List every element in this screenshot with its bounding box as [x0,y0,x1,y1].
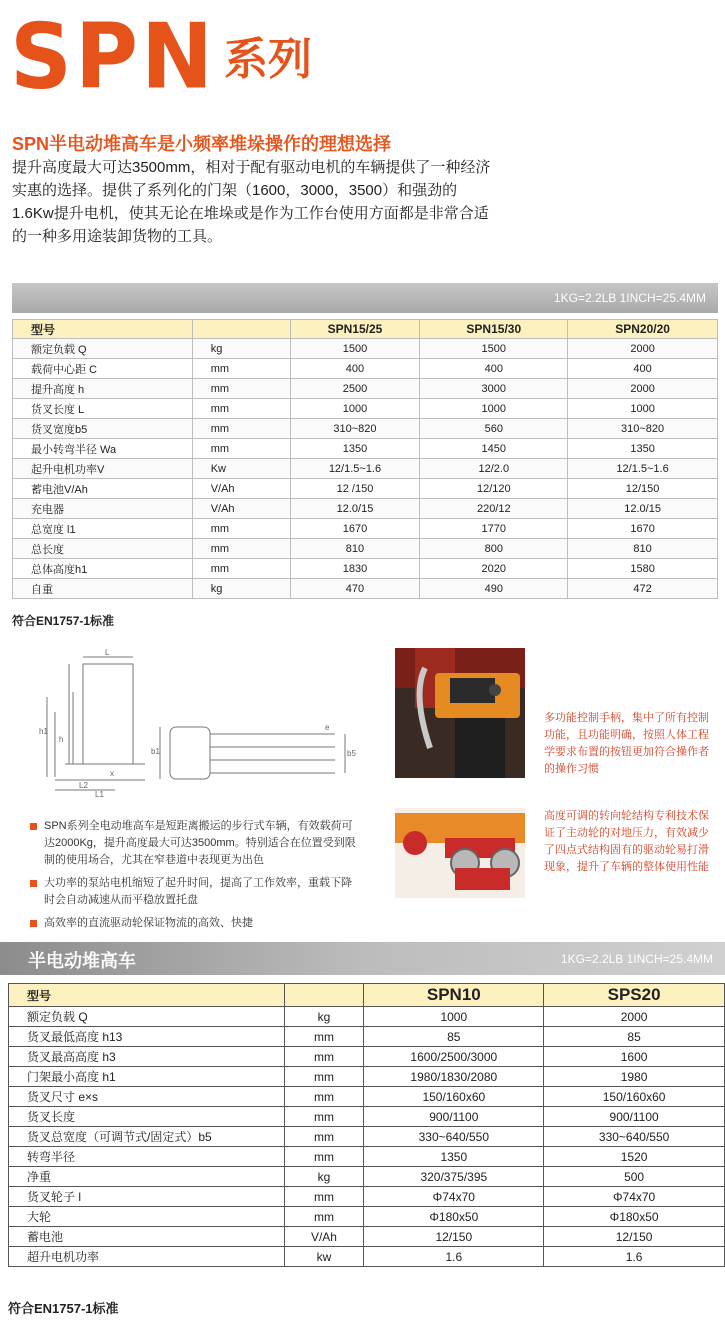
spec-value: 320/375/395 [364,1167,544,1187]
unit-header [192,320,290,339]
spec-label: 货叉尺寸 e×s [9,1087,285,1107]
spec-label: 转弯半径 [9,1147,285,1167]
spec-value: Φ180x50 [364,1207,544,1227]
spec-label: 门架最小高度 h1 [9,1067,285,1087]
spec-unit: kg [284,1167,364,1187]
units-note-2: 1KG=2.2LB 1INCH=25.4MM [560,952,713,966]
spec-unit: kw [284,1247,364,1267]
spec-value: 900/1100 [544,1107,725,1127]
spec-label: 提升高度 h [13,379,193,399]
table-row [13,379,718,399]
table-row [9,1147,725,1167]
spec-value: 900/1100 [364,1107,544,1127]
spec-unit: mm [192,399,290,419]
steering-wheel-photo [395,808,525,898]
spec-value: 1980/1830/2080 [364,1067,544,1087]
spec-value: 12/120 [420,479,568,499]
series-code: SPN [10,4,216,110]
spec-value: 2000 [568,339,718,359]
spec-label: 货叉宽度b5 [13,419,193,439]
spec-unit: mm [284,1067,364,1087]
section-title: 半电动堆高车 [28,951,136,971]
table-row [9,1247,725,1267]
unit-header [284,984,364,1007]
model-name: SPN15/25 [290,320,420,339]
series-label: 系列 [223,34,312,85]
table-row [13,539,718,559]
bullet-square-icon [30,920,37,927]
spec-unit: kg [192,339,290,359]
table-row [9,1007,725,1027]
spec-value: 330~640/550 [364,1127,544,1147]
spec-value: 2500 [290,379,420,399]
spec-unit: kg [192,579,290,599]
spec-value: 2000 [544,1007,725,1027]
spec-value: 400 [290,359,420,379]
spec-label: 货叉最低高度 h13 [9,1027,285,1047]
spec-value: 12/150 [364,1227,544,1247]
spec-value: 1000 [364,1007,544,1027]
spec-value: 1350 [364,1147,544,1167]
spec-value: 3000 [420,379,568,399]
spec-value: 1000 [568,399,718,419]
feature-item [30,875,360,909]
spec-label: 额定负载 Q [9,1007,285,1027]
spec-label: 货叉最高高度 h3 [9,1047,285,1067]
spec-value: 1500 [420,339,568,359]
spec-table-1-header-bar [12,283,718,313]
table-row [13,359,718,379]
table-row [9,1167,725,1187]
units-note-1: 1KG=2.2LB 1INCH=25.4MM [553,291,706,305]
spec-value: 12/1.5~1.6 [568,459,718,479]
spec-value: 2000 [568,379,718,399]
spec-unit: mm [284,1027,364,1047]
table-row [13,459,718,479]
spec-value: 810 [290,539,420,559]
spec-value: 1450 [420,439,568,459]
spec-unit: mm [284,1187,364,1207]
spec-unit: mm [192,419,290,439]
spec-value: 400 [568,359,718,379]
caption-steering-wheel: 高度可调的转向轮结构专利技术保证了主动轮的对地压力，有效减少了四点式结构固有的驱动轮易打滑现象，提升了车辆的整体使用性能 [544,810,709,873]
spec-value: 800 [420,539,568,559]
spec-label: 自重 [13,579,193,599]
spec-value: 12/150 [568,479,718,499]
feature-list [30,818,360,938]
spec-value: 1500 [290,339,420,359]
feature-text: SPN系列全电动堆高车是短距离搬运的步行式车辆，有效载荷可达2000Kg，提升高度最大可达3500mm。特别适合在位置受到限制的使用场合，尤其在窄巷道中表现更为出色 [44,820,356,866]
spec-table-2-header-bar [0,942,725,975]
spec-unit: mm [192,519,290,539]
table-row [9,1047,725,1067]
spec-unit: mm [284,1047,364,1067]
spec-label: 蓄电池 [9,1227,285,1247]
spec-unit: mm [284,1147,364,1167]
spec-value: 150/160x60 [364,1087,544,1107]
spec-value: 12 /150 [290,479,420,499]
table-row [9,1187,725,1207]
diagram-label: L1 [95,790,104,799]
spec-value: 470 [290,579,420,599]
spec-value: 560 [420,419,568,439]
spec-value: Φ180x50 [544,1207,725,1227]
spec-label: 超升电机功率 [9,1247,285,1267]
table-row [9,1127,725,1147]
spec-unit: mm [192,559,290,579]
spec-table-2 [8,983,725,1267]
table-row [13,579,718,599]
spec-value: 220/12 [420,499,568,519]
table-row [13,499,718,519]
table-row [13,439,718,459]
table-row [13,559,718,579]
spec-value: 1980 [544,1067,725,1087]
spec-value: 1600/2500/3000 [364,1047,544,1067]
spec-value: 85 [364,1027,544,1047]
spec-value: 1.6 [364,1247,544,1267]
table-row [9,1207,725,1227]
dimension-diagram [35,648,356,799]
spec-value: 1350 [290,439,420,459]
spec-value: 1350 [568,439,718,459]
spec-label: 充电器 [13,499,193,519]
spec-value: 1520 [544,1147,725,1167]
table-header-row [9,984,725,1007]
series-logo [10,4,312,110]
spec-unit: mm [284,1127,364,1147]
table-row [9,1107,725,1127]
spec-unit: kg [284,1007,364,1027]
diagram-label: b5 [347,749,356,758]
model-header: 型号 [13,320,193,339]
spec-label: 货叉轮子 l [9,1187,285,1207]
table-row [13,419,718,439]
spec-unit: mm [192,439,290,459]
spec-label: 总体高度h1 [13,559,193,579]
spec-unit: mm [284,1207,364,1227]
model-name: SPN10 [364,984,544,1007]
spec-value: 12/1.5~1.6 [290,459,420,479]
feature-item [30,915,360,932]
control-handle-photo [395,648,525,778]
spec-label: 额定负载 Q [13,339,193,359]
model-name: SPN20/20 [568,320,718,339]
spec-unit: V/Ah [192,499,290,519]
spec-value: 1770 [420,519,568,539]
spec-value: 1000 [290,399,420,419]
spec-value: Φ74x70 [544,1187,725,1207]
table-row [9,1087,725,1107]
spec-value: 12.0/15 [568,499,718,519]
spec-unit: Kw [192,459,290,479]
spec-label: 货叉长度 L [13,399,193,419]
diagram-label: L [105,648,110,657]
feature-item [30,818,360,869]
caption-control-handle: 多功能控制手柄，集中了所有控制功能，且功能明确，按照人体工程学要求布置的按钮更加符合操作者的操作习惯 [544,712,709,775]
spec-value: 1670 [290,519,420,539]
spec-label: 起升电机功率V [13,459,193,479]
diagram-label: e [325,723,330,732]
spec-value: 1830 [290,559,420,579]
table-row [13,399,718,419]
bullet-square-icon [30,823,37,830]
diagram-label: h1 [39,727,48,736]
headline: SPN半电动堆高车是小频率堆垛操作的理想选择 [12,134,392,154]
spec-value: 150/160x60 [544,1087,725,1107]
standard-note-2: 符合EN1757-1标准 [8,1301,119,1316]
spec-value: 12/150 [544,1227,725,1247]
diagram-label: x [110,769,114,778]
spec-value: 12/2.0 [420,459,568,479]
model-name: SPS20 [544,984,725,1007]
feature-text: 大功率的泵站电机缩短了起升时间，提高了工作效率，重载下降时会自动减速从而平稳放置托盘 [44,877,352,906]
model-name: SPN15/30 [420,320,568,339]
bullet-square-icon [30,880,37,887]
spec-label: 载荷中心距 C [13,359,193,379]
spec-value: 400 [420,359,568,379]
spec-value: 1670 [568,519,718,539]
table-row [13,339,718,359]
spec-value: 310~820 [290,419,420,439]
spec-label: 最小转弯半径 Wa [13,439,193,459]
spec-value: 85 [544,1027,725,1047]
spec-unit: mm [192,379,290,399]
spec-label: 总宽度 l1 [13,519,193,539]
diagram-label: L2 [79,781,88,790]
standard-note-1: 符合EN1757-1标准 [12,614,115,628]
spec-value: 330~640/550 [544,1127,725,1147]
table-row [13,479,718,499]
spec-unit: mm [192,359,290,379]
spec-label: 净重 [9,1167,285,1187]
spec-value: 310~820 [568,419,718,439]
spec-unit: mm [284,1087,364,1107]
spec-value: 1580 [568,559,718,579]
spec-unit: V/Ah [284,1227,364,1247]
spec-value: 490 [420,579,568,599]
table-row [13,519,718,539]
intro-paragraph: 提升高度最大可达3500mm，相对于配有驱动电机的车辆提供了一种经济实惠的选择。提供了系列化的门架（1600，3000，3500）和强劲的1.6Kw提升电机，使其无论在堆垛或是作为工作台使用方面都是非常合适的一种多用途装卸货物的工具。 [12,159,491,245]
table-row [9,1027,725,1047]
diagram-label: h [59,735,64,744]
spec-value: 12.0/15 [290,499,420,519]
table-row [9,1067,725,1087]
spec-value: 472 [568,579,718,599]
spec-value: 500 [544,1167,725,1187]
spec-value: Φ74x70 [364,1187,544,1207]
spec-label: 货叉总宽度（可调节式/固定式）b5 [9,1127,285,1147]
diagram-label: b1 [151,747,160,756]
spec-unit: mm [284,1107,364,1127]
spec-table-1 [12,319,718,599]
spec-label: 蓄电池V/Ah [13,479,193,499]
feature-text: 高效率的直流驱动轮保证物流的高效、快捷 [44,917,253,929]
spec-unit: V/Ah [192,479,290,499]
table-header-row [13,320,718,339]
spec-label: 大轮 [9,1207,285,1227]
table-row [9,1227,725,1247]
spec-value: 2020 [420,559,568,579]
model-header: 型号 [9,984,285,1007]
spec-value: 1000 [420,399,568,419]
spec-label: 总长度 [13,539,193,559]
spec-unit: mm [192,539,290,559]
spec-value: 810 [568,539,718,559]
spec-value: 1600 [544,1047,725,1067]
spec-value: 1.6 [544,1247,725,1267]
spec-label: 货叉长度 [9,1107,285,1127]
